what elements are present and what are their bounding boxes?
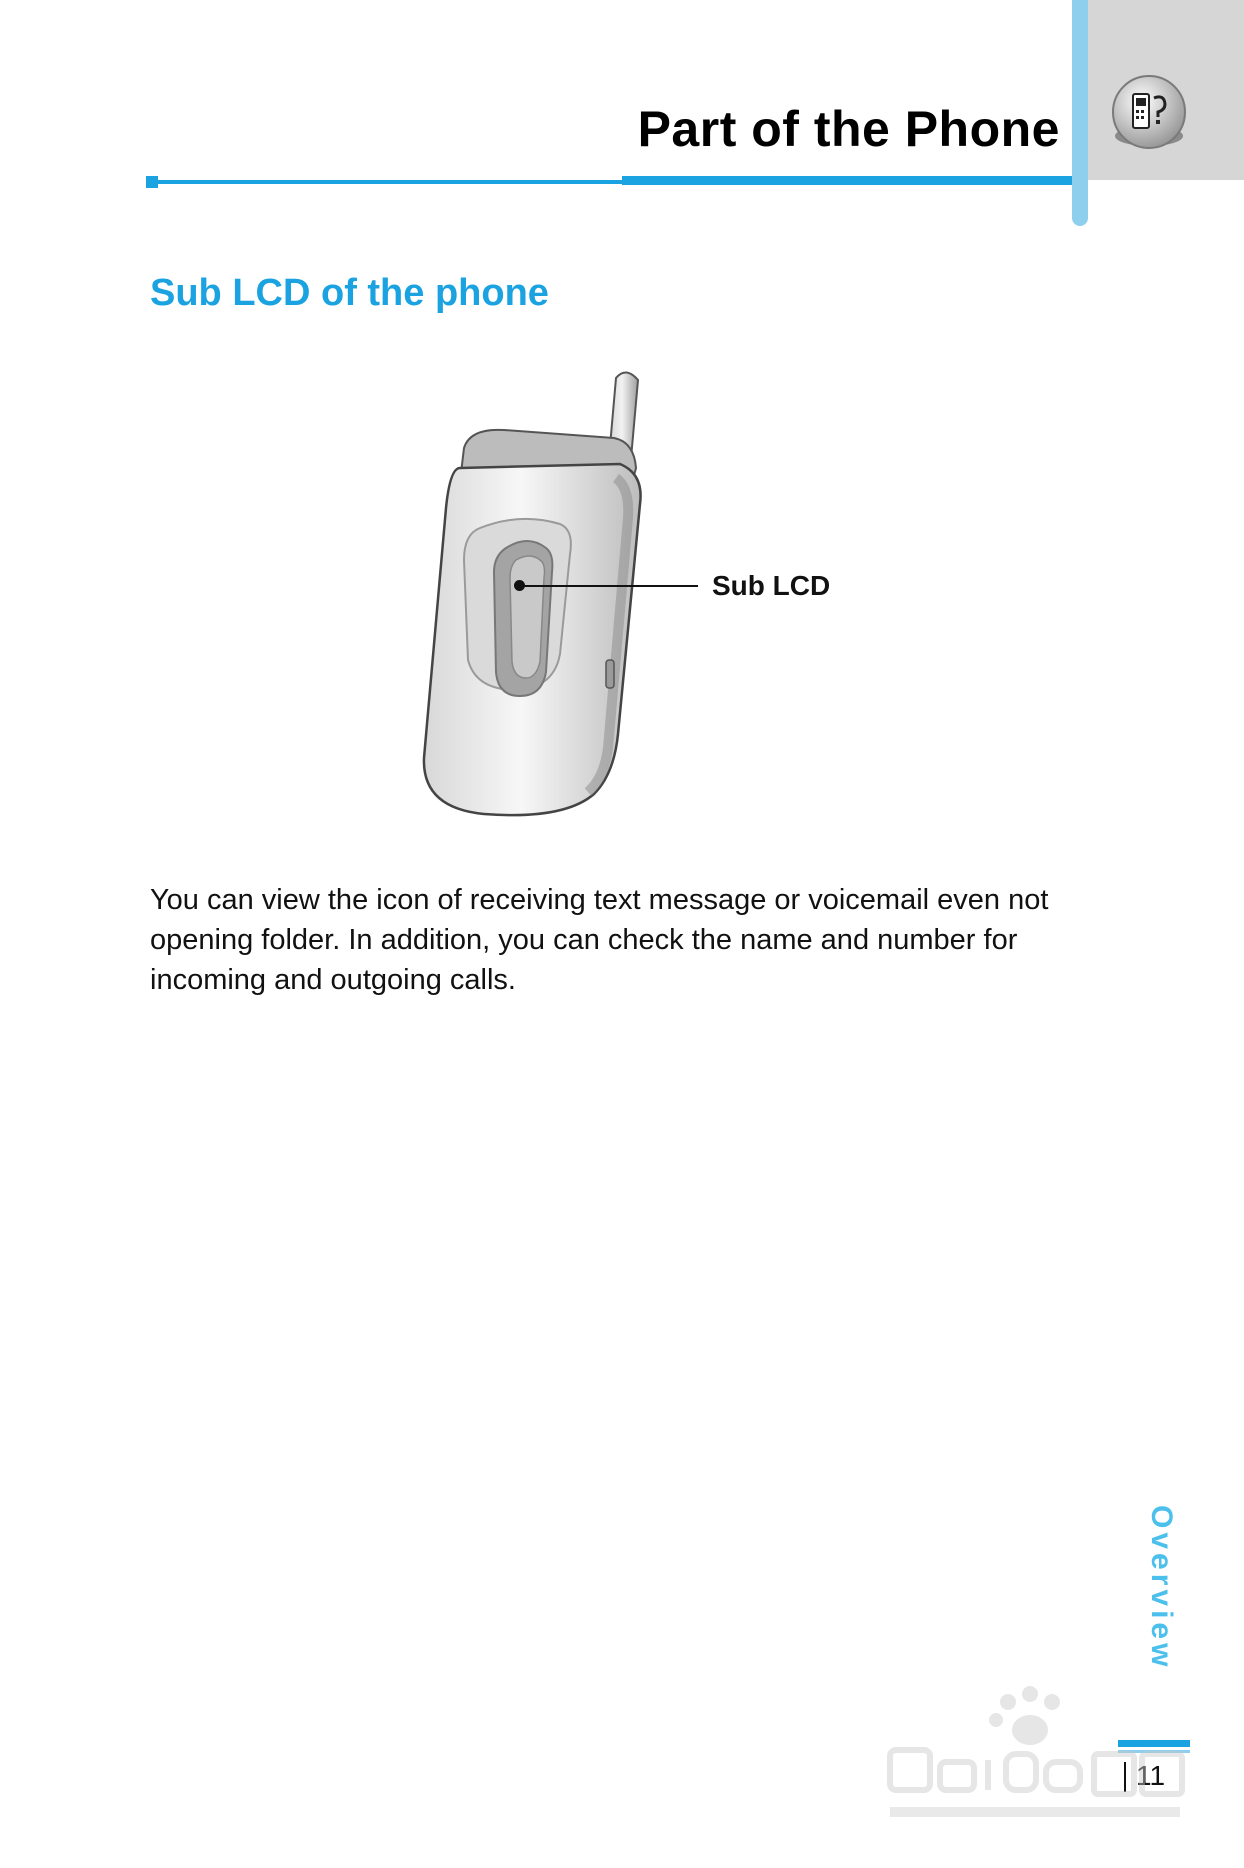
body-paragraph: You can view the icon of receiving text message or voicemail even not opening folder. In addition, you can check the name and number for incoming and outgoing calls. [150,884,1049,996]
header-rule-thin [156,180,626,184]
callout-pointer [514,580,525,591]
header-rule-thick [622,176,1072,185]
body-text [150,880,1130,1000]
section-heading: Sub LCD of the phone [150,272,549,314]
watermark-logo [880,1680,1200,1830]
callout-line [520,585,698,587]
callout-label-sub-lcd: Sub LCD [712,570,831,601]
side-section-label: Overview [1145,1505,1178,1671]
flip-phone-illustration [420,368,660,820]
phone-question-icon [1105,70,1193,158]
page-number: 11 [1136,1760,1166,1791]
page-title: Part of the Phone [637,101,1060,157]
side-accent-bar [1072,0,1088,226]
